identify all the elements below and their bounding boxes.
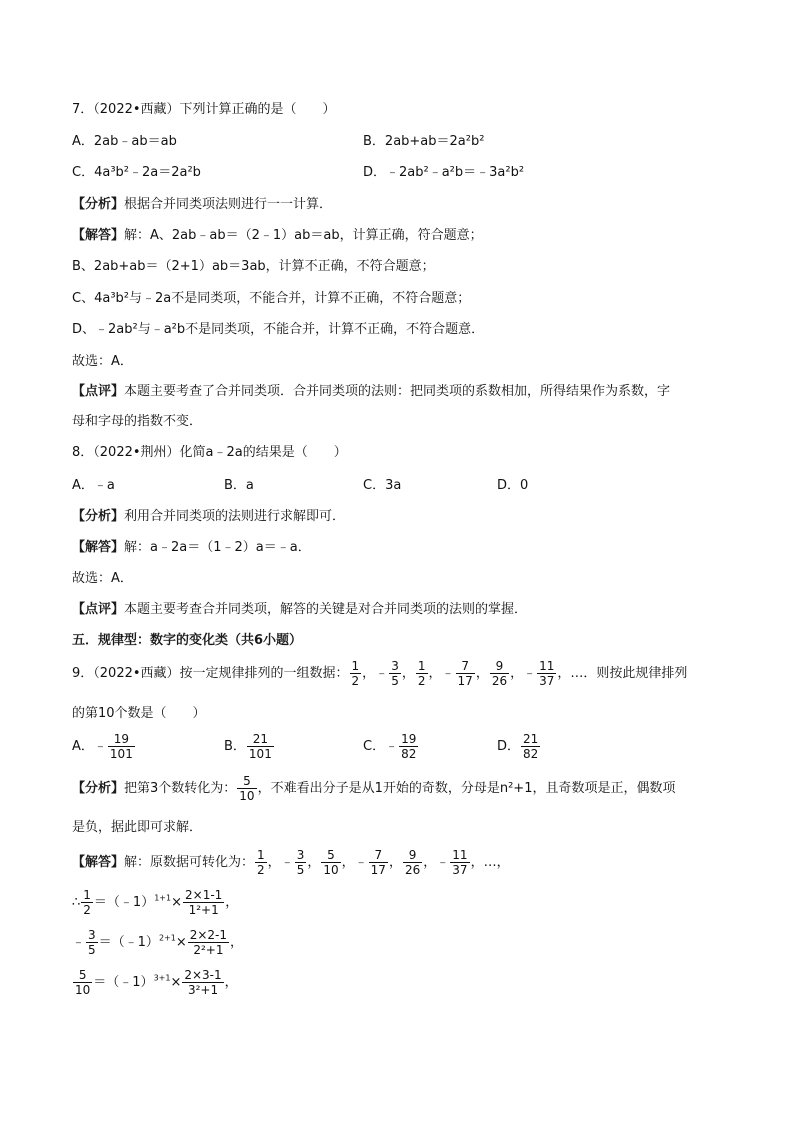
exponent: 3+1 [153, 973, 171, 983]
fraction: $\frac{11}{37}$ [539, 659, 555, 688]
comment-tag: 【点评】 [72, 602, 125, 617]
separator: ， [510, 666, 524, 681]
q7-option-d: D．﹣2ab²﹣a²b＝﹣3a²b² [363, 165, 525, 180]
q7-line-b: B、2ab+ab＝（2+1）ab＝3ab，计算不正确，不符合题意； [72, 259, 435, 274]
q9-stem-prefix: 9．（2022•西藏）按一定规律排列的一组数据： [72, 666, 349, 681]
fraction: $\frac{1}{2}$ [417, 659, 426, 688]
fraction: $\frac{3}{5}$ [88, 928, 96, 957]
base: ＝（﹣1） [93, 975, 154, 990]
analysis-text: 把第3个数转化为： [124, 781, 237, 796]
fraction: $\frac{3}{5}$ [391, 659, 399, 688]
analysis-tag: 【分析】 [72, 781, 125, 796]
q9-stem-2: 的第10个数是（ ） [72, 706, 206, 721]
fraction: $\frac{19}{82}$ [401, 732, 417, 761]
base: ＝（﹣1） [93, 895, 155, 910]
separator: ， [341, 855, 355, 870]
q7-line-d: D、﹣2ab²与﹣a²b不是同类项，不能合并，计算不正确，不符合题意． [72, 322, 485, 337]
sign: ﹣ [93, 739, 107, 754]
comment-text: 本题主要考查合并同类项，解答的关键是对合并同类项的法则的掌握． [124, 602, 528, 617]
q8-stem: 8．（2022•荆州）化简a﹣2a的结果是（ ） [72, 445, 347, 460]
exponent: 2+1 [158, 933, 176, 943]
answer-text: 解：A、2ab﹣ab＝（2﹣1）ab＝ab，计算正确，符合题意； [124, 228, 483, 243]
fraction: $\frac{7}{17}$ [457, 659, 473, 688]
fraction: $\frac{21}{101}$ [248, 732, 272, 761]
analysis-tag: 【分析】 [72, 509, 125, 524]
fraction: $\frac{3}{5}$ [296, 848, 305, 877]
q8-option-a: A．﹣a [72, 478, 115, 493]
sign: ﹣ [280, 855, 294, 870]
q8-option-b: B．a [224, 478, 254, 493]
q8-analysis [72, 508, 345, 526]
separator: ， [307, 855, 321, 870]
q8-comment [72, 601, 527, 619]
q8-option-d: D．0 [497, 478, 529, 493]
answer-text: 解：a﹣2a＝（1﹣2）a＝﹣a． [124, 540, 311, 555]
q7-option-a: A．2ab﹣ab＝ab [72, 134, 177, 149]
base: ＝（﹣1） [98, 935, 159, 950]
fraction: $\frac{7}{17}$ [370, 848, 386, 877]
fraction: $\frac{5}{10}$ [323, 848, 339, 877]
analysis-text: 利用合并同类项的法则进行求解即可． [124, 509, 346, 524]
answer-tag: 【解答】 [72, 540, 125, 555]
answer-tag: 【解答】 [72, 855, 125, 870]
fraction: $\frac{9}{26}$ [491, 659, 508, 688]
answer-suffix: ，…， [470, 855, 510, 870]
q7-line-c: C、4a³b²与﹣2a不是同类项，不能合并，计算不正确，不符合题意； [72, 291, 471, 306]
q7-comment [72, 383, 670, 401]
exponent: 1+1 [154, 893, 172, 903]
q9-step [72, 966, 238, 1000]
q9-analysis-2: 是负，据此即可求解． [72, 820, 203, 835]
section-heading: 五．规律型：数字的变化类（共6小题） [72, 633, 303, 648]
answer-text: 解：原数据可转化为： [124, 855, 255, 870]
q9-analysis [72, 772, 675, 806]
option-label: B． [224, 739, 246, 754]
q9-step [72, 926, 243, 960]
q9-answer [72, 846, 510, 880]
q9-option [224, 730, 275, 764]
sign: ﹣ [375, 666, 389, 681]
separator: ， [224, 975, 238, 990]
q9-option [72, 730, 136, 764]
sign: ﹣ [441, 666, 455, 681]
q9-step [72, 886, 238, 920]
fraction: $\frac{5}{10}$ [75, 968, 91, 997]
times: × [171, 895, 182, 910]
fraction: $\frac{1}{2}$ [83, 888, 91, 917]
q7-comment-2: 母和字母的指数不变． [72, 414, 203, 429]
fraction: $\frac{19}{101}$ [109, 732, 133, 761]
fraction: $\frac{1}{2}$ [351, 659, 360, 688]
fraction: $\frac{1}{2}$ [257, 848, 265, 877]
option-label: C． [363, 739, 386, 754]
separator: ， [401, 666, 415, 681]
separator: ， [388, 855, 402, 870]
comment-text: 本题主要考查了合并同类项．合并同类项的法则：把同类项的系数相加，所得结果作为系数，字 [124, 384, 671, 399]
separator: ， [428, 666, 442, 681]
fraction: $\frac{5}{10}$ [239, 774, 255, 803]
sign: ﹣ [385, 739, 399, 754]
analysis-text-2: ，不难看出分子是从1开始的奇数，分母是n²+1，且奇数项是正，偶数项 [257, 781, 676, 796]
sign: ﹣ [354, 855, 368, 870]
q7-stem: 7．（2022•西藏）下列计算正确的是（ ） [72, 102, 336, 117]
fraction: $\frac{21}{82}$ [523, 732, 539, 761]
q8-choice: 故选：A． [72, 571, 133, 586]
fraction: $\frac{2\times 2-1}{\text{2²+1}}$ [189, 928, 228, 957]
q8-option-c: C．3a [363, 478, 402, 493]
q7-option-c: C．4a³b²﹣2a＝2a²b [72, 165, 201, 180]
q7-answer [72, 227, 483, 245]
q7-option-b: B．2ab+ab＝2a²b² [363, 134, 485, 149]
separator: ， [267, 855, 281, 870]
q9-stem-suffix: ，…．则按此规律排列 [557, 666, 688, 681]
q9-stem [72, 657, 687, 691]
separator: ， [225, 895, 239, 910]
q9-sequence [349, 659, 558, 688]
q9-answer-sequence [254, 848, 471, 877]
separator: ， [423, 855, 437, 870]
q8-answer [72, 539, 311, 557]
fraction: $\frac{11}{37}$ [452, 848, 468, 877]
sign: ﹣ [436, 855, 450, 870]
answer-tag: 【解答】 [72, 228, 125, 243]
fraction: $\frac{9}{26}$ [404, 848, 421, 877]
sign: ﹣ [523, 666, 537, 681]
fraction: $\frac{2\times 3-1}{\text{3²+1}}$ [184, 968, 222, 997]
times: × [175, 935, 187, 950]
separator: ， [230, 935, 244, 950]
separator: ， [475, 666, 489, 681]
option-label: D． [497, 739, 521, 754]
comment-tag: 【点评】 [72, 384, 125, 399]
times: × [170, 975, 182, 990]
separator: ， [362, 666, 376, 681]
q7-analysis [72, 196, 332, 214]
q7-choice: 故选：A． [72, 354, 133, 369]
option-label: A． [72, 739, 94, 754]
fraction: $\frac{2\times 1-1}{\text{1²+1}}$ [185, 888, 223, 917]
lead: ﹣ [72, 935, 86, 950]
analysis-tag: 【分析】 [72, 197, 125, 212]
analysis-text: 根据合并同类项法则进行一一计算． [124, 197, 333, 212]
q9-option [363, 730, 419, 764]
lead: ∴ [72, 895, 81, 910]
q9-option [497, 730, 541, 764]
